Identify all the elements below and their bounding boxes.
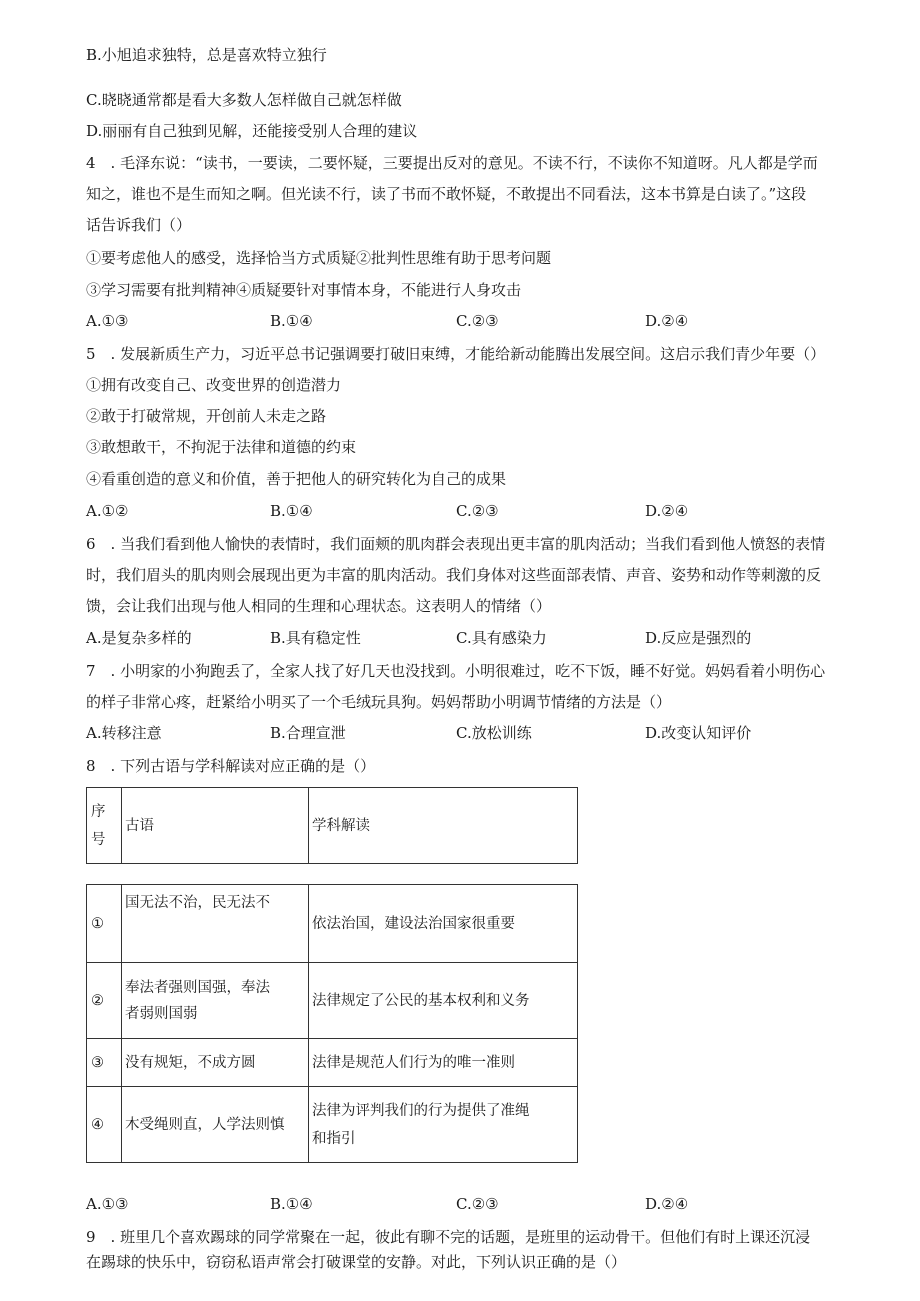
header-no-cell bbox=[87, 788, 122, 864]
q4-option-b: B.①④ bbox=[270, 312, 313, 330]
q8-table-body bbox=[86, 884, 578, 1163]
q4-stem-line-3: 话告诉我们（） bbox=[86, 216, 192, 234]
q7-stem-line-2: 的样子非常心疼，赶紧给小明买了一个毛绒玩具狗。妈妈帮助小明调节情绪的方法是（） bbox=[86, 693, 672, 711]
header-classic-cell: 古语 bbox=[122, 788, 309, 864]
q7-option-d: D.改变认知评价 bbox=[645, 724, 752, 742]
q5-option-c: C.②③ bbox=[456, 502, 499, 520]
q6-option-a: A.是复杂多样的 bbox=[86, 629, 192, 647]
q5-item-4: ④看重创造的意义和价值，善于把他人的研究转化为自己的成果 bbox=[86, 470, 507, 488]
q3-option-c: C.晓晓通常都是看大多数人怎样做自己就怎样做 bbox=[86, 91, 402, 109]
q5-stem: 5 . 发展新质生产力，习近平总书记强调要打破旧束缚，才能给新动能腾出发展空间。这启示我们青少年要（） bbox=[86, 345, 826, 363]
q6-stem-line-3: 馈，会让我们出现与他人相同的生理和心理状态。这表明人的情绪（） bbox=[86, 597, 552, 615]
q4-option-c: C.②③ bbox=[456, 312, 499, 330]
row-interp: 法律是规范人们行为的唯一准则 bbox=[309, 1039, 578, 1087]
q9-stem-line-1: 9 . 班里几个喜欢踢球的同学常聚在一起，彼此有聊不完的话题，是班里的运动骨干。但他们有时上课还沉浸 bbox=[86, 1228, 811, 1246]
row-no: ① bbox=[87, 885, 122, 963]
q5-option-d: D.②④ bbox=[645, 502, 689, 520]
q3-option-b: B.小旭追求独特，总是喜欢特立独行 bbox=[86, 46, 327, 64]
q8-option-c: C.②③ bbox=[456, 1195, 499, 1213]
table-row bbox=[87, 1039, 578, 1087]
row-classic: 木受绳则直，人学法则慎 bbox=[122, 1087, 309, 1163]
table-row bbox=[87, 963, 578, 1039]
table-row bbox=[87, 1087, 578, 1163]
q3-option-d: D.丽丽有自己独到见解，还能接受别人合理的建议 bbox=[86, 122, 418, 140]
row-no: ③ bbox=[87, 1039, 122, 1087]
q5-item-2: ②敢于打破常规，开创前人未走之路 bbox=[86, 407, 327, 425]
q7-option-b: B.合理宣泄 bbox=[270, 724, 346, 742]
q8-option-b: B.①④ bbox=[270, 1195, 313, 1213]
q4-option-d: D.②④ bbox=[645, 312, 689, 330]
row-no: ② bbox=[87, 963, 122, 1039]
q4-stem-line-1: 4 . 毛泽东说：“读书，一要读，二要怀疑，三要提出反对的意见。不读不行，不读你不知道呀。凡人都是学而 bbox=[86, 154, 818, 172]
q8-table-header bbox=[86, 787, 578, 864]
q4-item-1: ①要考虑他人的感受，选择恰当方式质疑②批判性思维有助于思考问题 bbox=[86, 249, 552, 267]
q4-option-a: A.①③ bbox=[86, 312, 129, 330]
row-classic: 国无法不治，民无法不 bbox=[122, 885, 309, 963]
row-interp: 法律为评判我们的行为提供了准绳 和指引 bbox=[309, 1087, 578, 1163]
q8-option-a: A.①③ bbox=[86, 1195, 129, 1213]
row-interp: 依法治国，建设法治国家很重要 bbox=[309, 885, 578, 963]
q7-option-a: A.转移注意 bbox=[86, 724, 162, 742]
q7-stem-line-1: 7 . 小明家的小狗跑丢了，全家人找了好几天也没找到。小明很难过，吃不下饭，睡不好觉。妈妈看着小明伤心 bbox=[86, 662, 826, 680]
q5-option-b: B.①④ bbox=[270, 502, 313, 520]
header-interp-cell: 学科解读 bbox=[309, 788, 578, 864]
q6-option-c: C.具有感染力 bbox=[456, 629, 547, 647]
q6-option-b: B.具有稳定性 bbox=[270, 629, 361, 647]
q7-option-c: C.放松训练 bbox=[456, 724, 532, 742]
row-interp: 法律规定了公民的基本权利和义务 bbox=[309, 963, 578, 1039]
q4-stem-line-2: 知之，谁也不是生而知之啊。但光读不行，读了书而不敢怀疑，不敢提出不同看法，这本书算是白读了。”这段 bbox=[86, 185, 807, 203]
row-no: ④ bbox=[87, 1087, 122, 1163]
q6-stem-line-1: 6 . 当我们看到他人愉快的表情时，我们面颊的肌肉群会表现出更丰富的肌肉活动；当我们看到他人愤怒的表情 bbox=[86, 535, 826, 553]
q6-stem-line-2: 时，我们眉头的肌肉则会展现出更为丰富的肌肉活动。我们身体对这些面部表情、声音、姿势和动作等刺激的反 bbox=[86, 566, 822, 584]
q5-item-3: ③敢想敢干，不拘泥于法律和道德的约束 bbox=[86, 438, 357, 456]
q4-item-2: ③学习需要有批判精神④质疑要针对事情本身，不能进行人身攻击 bbox=[86, 281, 522, 299]
header-no-line-2: 号 bbox=[91, 831, 106, 848]
row-classic: 奉法者强则国强，奉法 者弱则国弱 bbox=[122, 963, 309, 1039]
q5-option-a: A.①② bbox=[86, 502, 129, 520]
q8-option-d: D.②④ bbox=[645, 1195, 689, 1213]
q5-item-1: ①拥有改变自己、改变世界的创造潜力 bbox=[86, 376, 342, 394]
q8-stem: 8 . 下列古语与学科解读对应正确的是（） bbox=[86, 757, 376, 775]
header-no-line-1: 序 bbox=[91, 803, 106, 820]
q6-option-d: D.反应是强烈的 bbox=[645, 629, 752, 647]
q9-stem-line-2: 在踢球的快乐中，窃窃私语声常会打破课堂的安静。对此，下列认识正确的是（） bbox=[86, 1253, 627, 1271]
row-classic: 没有规矩，不成方圆 bbox=[122, 1039, 309, 1087]
table-row bbox=[87, 885, 578, 963]
